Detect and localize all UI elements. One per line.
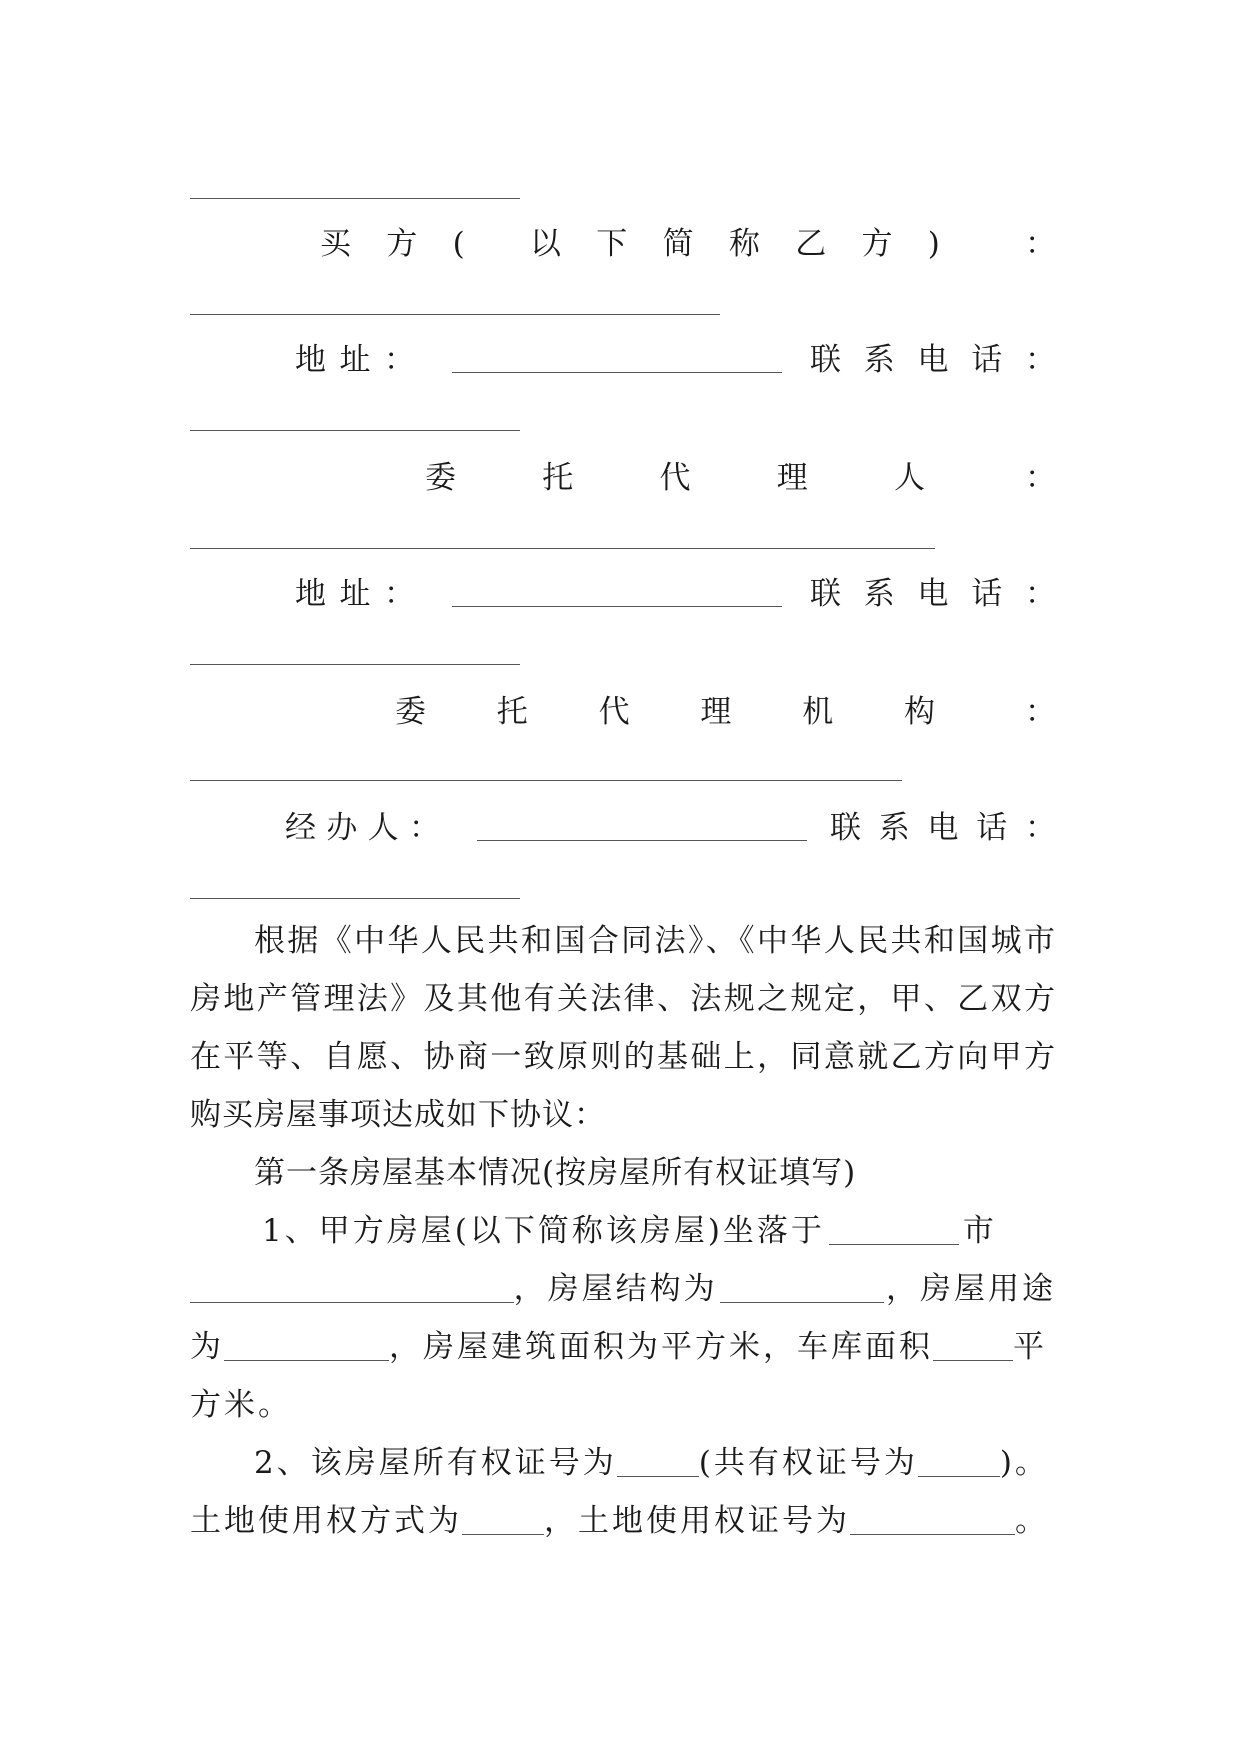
phone-label [830, 808, 1056, 848]
char: ： [1025, 810, 1056, 846]
char: ( [452, 226, 465, 262]
clause-text: 。 [1015, 1503, 1049, 1539]
char: ： [384, 576, 415, 612]
article-title: 第一条房屋基本情况(按房屋所有权证填写) [254, 1155, 857, 1191]
article-1-title [190, 1144, 1056, 1202]
char: 系 [878, 810, 910, 846]
preamble-line-3: 在平等、自愿、协商一致原则的基础上，同意就乙方向甲方 [190, 1039, 1056, 1075]
char: 托 [496, 694, 528, 730]
preamble-paragraph [190, 912, 1056, 1144]
char: 联 [830, 810, 861, 846]
char: 址 [339, 576, 371, 612]
shared-cert-field[interactable] [918, 1450, 1000, 1477]
char: 人 [894, 460, 925, 496]
buyer-label-line [190, 224, 1056, 264]
char: 电 [917, 576, 949, 612]
char: 以 [530, 226, 561, 262]
char: 地 [295, 342, 326, 378]
clause-2 [190, 1434, 1056, 1550]
location-field[interactable] [190, 1276, 514, 1303]
preamble-line-1: 根据《中华人民共和国合同法》、《中华人民共和国城市 [254, 923, 1056, 959]
clause-2-line-1 [190, 1434, 1056, 1492]
char: 委 [425, 460, 456, 496]
clause-text: 市 [962, 1213, 997, 1249]
clause-text: 平 [1013, 1329, 1047, 1365]
clause-text: 土地使用权方式为 [190, 1503, 462, 1539]
handler-label [285, 808, 440, 848]
char: 托 [542, 460, 574, 496]
usage-field[interactable] [224, 1334, 389, 1361]
handler-field[interactable] [477, 840, 807, 841]
phone-label [810, 340, 1056, 380]
char: 联 [810, 576, 841, 612]
clause-text: ，土地使用权证号为 [544, 1503, 850, 1539]
char: 话 [971, 342, 1003, 378]
clause-2-line-2 [190, 1492, 1056, 1550]
clause-text: 为 [190, 1329, 224, 1365]
colon: ： [1025, 460, 1056, 496]
clause-text: 2、该房屋所有权证号为 [254, 1445, 617, 1481]
colon: ： [1025, 694, 1056, 730]
char: ： [384, 342, 415, 378]
clause-1-line-2 [190, 1260, 1056, 1318]
char: 地 [295, 576, 326, 612]
char: 代 [659, 460, 691, 496]
clause-text: (共有权证号为 [698, 1445, 918, 1481]
char: 系 [863, 576, 895, 612]
clause-text: )。 [999, 1445, 1049, 1481]
char: ： [1025, 342, 1056, 378]
char: 话 [976, 810, 1008, 846]
char: 机 [802, 694, 834, 730]
char: 理 [776, 460, 808, 496]
blank-line [190, 198, 520, 199]
preamble-line-4: 购买房屋事项达成如下协议： [190, 1097, 606, 1133]
clause-1 [190, 1202, 1056, 1434]
ownership-cert-field[interactable] [617, 1450, 699, 1477]
char: ： [1025, 576, 1056, 612]
char: 人 [367, 810, 399, 846]
char: 址 [339, 342, 371, 378]
char: 经 [285, 810, 316, 846]
agency-label [395, 692, 935, 732]
structure-field[interactable] [720, 1276, 884, 1303]
address-field[interactable] [452, 606, 782, 607]
clause-1-line-3 [190, 1318, 1056, 1376]
char: 理 [700, 694, 732, 730]
phone-field[interactable] [190, 664, 520, 665]
clause-text: 1、甲方房屋(以下简称该房屋)坐落于 [262, 1213, 825, 1249]
city-field[interactable] [829, 1218, 959, 1245]
char: 委 [395, 694, 426, 730]
char: 电 [927, 810, 959, 846]
clause-text: ，房屋结构为 [513, 1271, 718, 1307]
phone-label [810, 574, 1056, 614]
char: 称 [728, 226, 760, 262]
address-field[interactable] [452, 372, 782, 373]
clause-1-line-4: 方米。 [190, 1387, 292, 1423]
clause-text: ，房屋用途 [886, 1271, 1056, 1307]
char: 话 [971, 576, 1003, 612]
buyer-label [320, 224, 940, 264]
address-label [295, 340, 415, 380]
address-label [295, 574, 415, 614]
char: 买 [320, 226, 351, 262]
agent-label [425, 458, 925, 498]
blank-line [190, 314, 720, 315]
char: ) [927, 226, 940, 262]
char: 代 [598, 694, 630, 730]
char: 系 [863, 342, 895, 378]
char: 电 [917, 342, 949, 378]
clause-text: ，房屋建筑面积为平方米，车库面积 [389, 1329, 933, 1365]
agency-field[interactable] [190, 780, 902, 781]
char: 构 [903, 694, 935, 730]
char: 简 [662, 226, 694, 262]
colon: ： [1025, 226, 1056, 262]
clause-1-line-1 [190, 1202, 1056, 1260]
land-use-type-field[interactable] [462, 1508, 544, 1535]
char: 方 [861, 226, 893, 262]
land-cert-field[interactable] [850, 1508, 1015, 1535]
phone-field[interactable] [190, 898, 520, 899]
garage-area-field[interactable] [933, 1334, 1013, 1361]
preamble-line-2: 房地产管理法》及其他有关法律、法规之规定，甲、乙双方 [190, 981, 1056, 1017]
char: 办 [326, 810, 358, 846]
char: 乙 [795, 226, 827, 262]
char: ： [408, 810, 440, 846]
phone-field[interactable] [190, 430, 520, 431]
char: 下 [596, 226, 628, 262]
char: 联 [810, 342, 841, 378]
char: 方 [386, 226, 418, 262]
agent-field[interactable] [190, 548, 935, 549]
